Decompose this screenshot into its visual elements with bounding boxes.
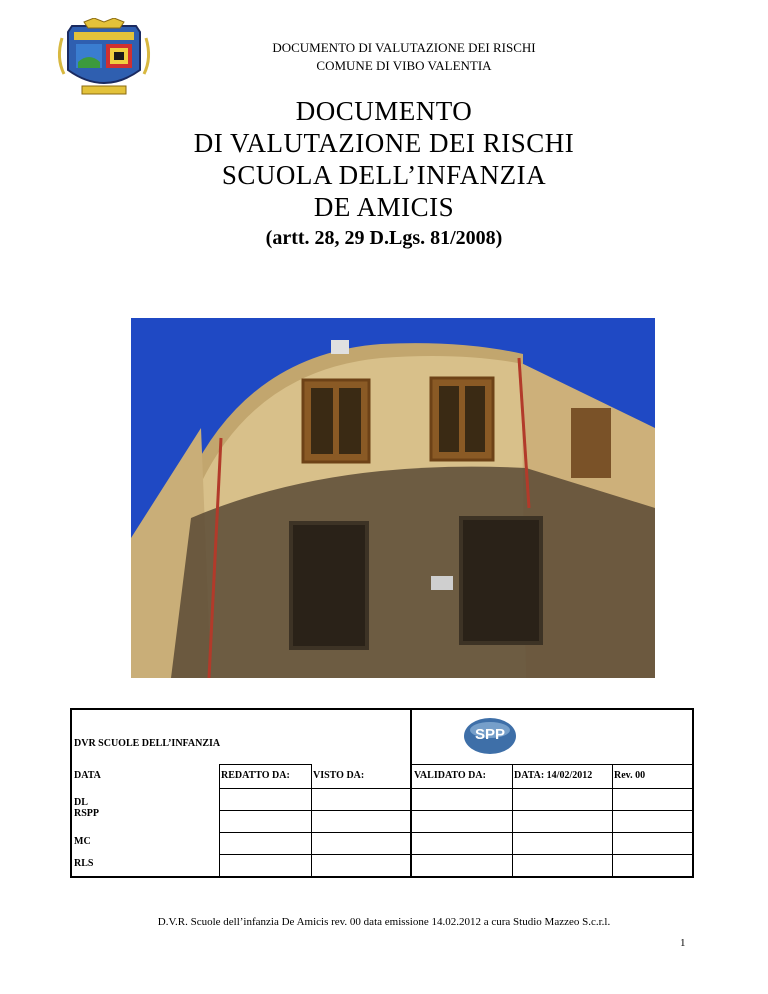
header-title: DOCUMENTO DI VALUTAZIONE DEI RISCHI	[272, 40, 536, 55]
grid-line	[219, 764, 312, 765]
row-label-rspp: RSPP	[74, 808, 99, 819]
table-caption: DVR SCUOLE DELL’INFANZIA	[74, 738, 221, 749]
grid-line	[219, 788, 411, 789]
page-number: 1	[680, 937, 686, 949]
header-data: DATA	[74, 770, 101, 781]
title-line-2: DI VALUTAZIONE DEI RISCHI	[193, 128, 575, 158]
header-rev: Rev. 00	[614, 770, 646, 781]
title-line-4: DE AMICIS	[313, 192, 455, 222]
grid-line	[219, 764, 220, 878]
header-visto: VISTO DA:	[313, 770, 365, 781]
header-date: DATA: 14/02/2012	[514, 770, 593, 781]
grid-line	[612, 764, 613, 878]
table-divider	[410, 708, 412, 878]
grid-line	[412, 764, 694, 765]
header-municipality: COMUNE DI VIBO VALENTIA	[316, 58, 492, 73]
row-label-rls: RLS	[74, 858, 94, 869]
title-subtitle: (artt. 28, 29 D.Lgs. 81/2008)	[265, 227, 503, 249]
grid-line	[219, 810, 411, 811]
grid-line	[412, 810, 694, 811]
row-label-mc: MC	[74, 836, 91, 847]
header-validato: VALIDATO DA:	[414, 770, 486, 781]
document-info-table	[70, 708, 694, 878]
grid-line	[311, 764, 312, 878]
title-line-3: SCUOLA DELL’INFANZIA	[221, 160, 547, 190]
spp-logo-text: SPP	[474, 726, 505, 743]
row-label-dl: DL	[74, 797, 88, 808]
grid-line	[219, 832, 411, 833]
grid-line	[412, 854, 694, 855]
grid-line	[412, 788, 694, 789]
school-building-photo	[131, 318, 655, 678]
title-line-1: DOCUMENTO	[295, 96, 473, 126]
header-redatto: REDATTO DA:	[221, 770, 290, 781]
grid-line	[512, 764, 513, 878]
spp-logo	[462, 716, 518, 756]
grid-line	[412, 832, 694, 833]
page-footer: D.V.R. Scuole dell’infanzia De Amicis rev. 00 data emissione 14.02.2012 a cura Studio Mazzeo S.c.r.l.	[157, 916, 611, 928]
grid-line	[219, 854, 411, 855]
